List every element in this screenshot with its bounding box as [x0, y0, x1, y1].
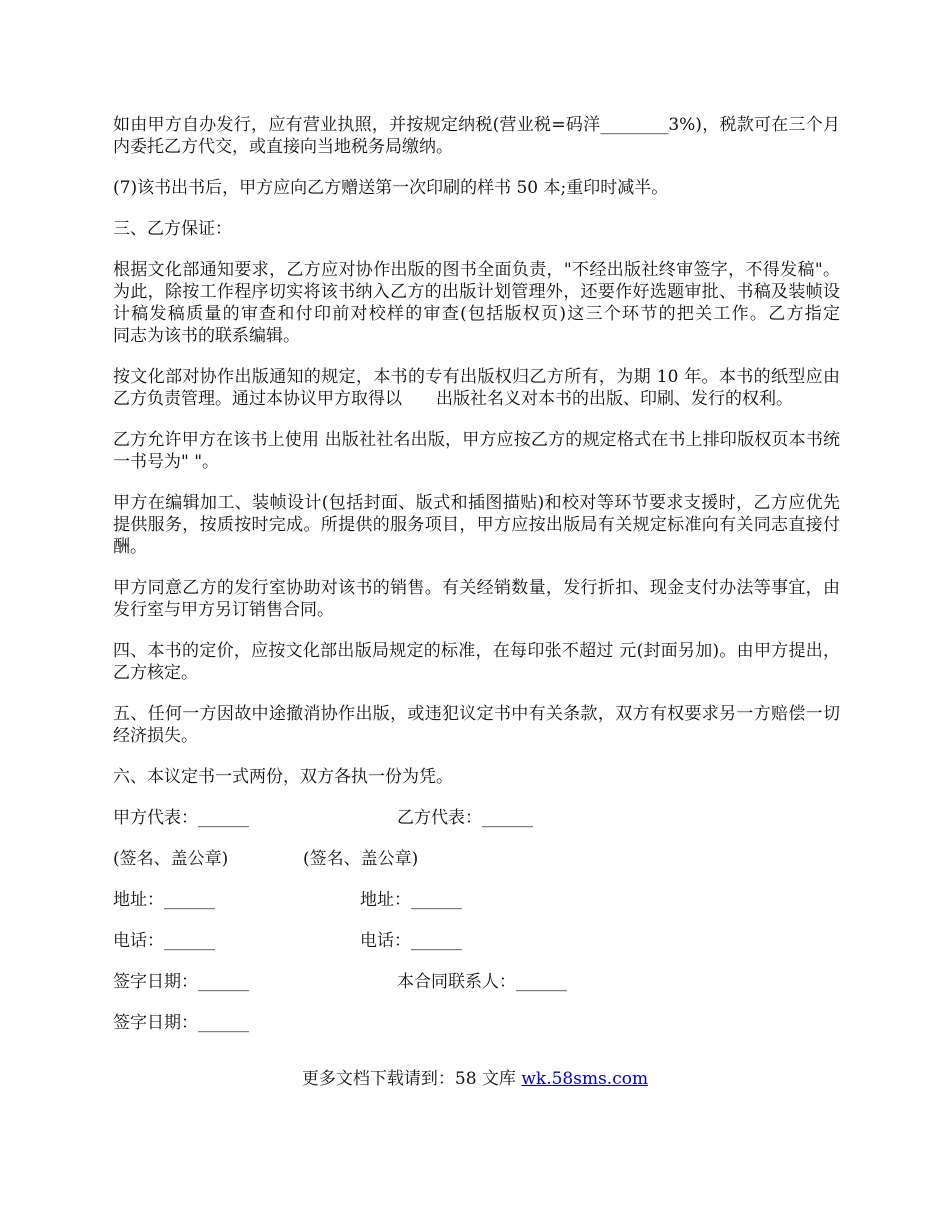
- footer-text: 更多文档下载请到：58 文库: [301, 1069, 522, 1089]
- signature-row-phone: [113, 930, 840, 952]
- signature-row-address: [113, 889, 840, 911]
- party-b-representative: 乙方代表：______: [397, 808, 533, 828]
- paragraph-cancellation: 五、任何一方因故中途撤消协作出版，或违犯议定书中有关条款，双方有权要求另一方赔偿一切经济损失。: [113, 704, 840, 746]
- party-a-address: 地址：______: [113, 890, 215, 910]
- paragraph-services: 甲方在编辑加工、装帧设计(包括封面、版式和插图描贴)和校对等环节要求支援时，乙方应优先提供服务，按质按时完成。所提供的服务项目，甲方应按出版局有关规定标准向有关同志直接付酬。: [113, 493, 840, 557]
- signature-row-representatives: [113, 807, 840, 829]
- contract-contact-person: 本合同联系人：______: [397, 972, 567, 992]
- paragraph-copies: 六、本议定书一式两份，双方各执一份为凭。: [113, 767, 453, 787]
- paragraph-publisher-name: 乙方允许甲方在该书上使用 出版社社名出版，甲方应按乙方的规定格式在书上排印版权页本书统一书号为" "。: [113, 430, 840, 472]
- signature-row-date: [113, 1012, 840, 1034]
- party-b-seal: (签名、盖公章): [303, 849, 419, 869]
- party-b-phone: 电话：______: [360, 931, 462, 951]
- party-a-sign-date: 签字日期：______: [113, 972, 249, 992]
- party-a-representative: 甲方代表：______: [113, 808, 249, 828]
- paragraph-pricing: 四、本书的定价，应按文化部出版局规定的标准，在每印张不超过 元(封面另加)。由甲方提出，乙方核定。: [113, 641, 840, 683]
- paragraph-sample-books: (7)该书出书后，甲方应向乙方赠送第一次印刷的样书 50 本;重印时减半。: [113, 178, 669, 198]
- paragraph-tax: 如由甲方自办发行，应有营业执照，并按规定纳税(营业税=码洋________3%)，税款可在三个月内委托乙方代交，或直接向当地税务局缴纳。: [113, 115, 840, 157]
- party-b-sign-date: 签字日期：______: [113, 1013, 249, 1033]
- paragraph-guarantee: 根据文化部通知要求，乙方应对协作出版的图书全面负责，"不经出版社终审签字，不得发稿"。为此，除按工作程序切实将该书纳入乙方的出版计划管理外，还要作好选题审批、书稿及装帧设计稿发稿质量的审查和付印前对校样的审查(包括版权页)这三个环节的把关工作。乙方指定 同志为该书的联系编辑。: [113, 260, 874, 346]
- signature-row-date-contact: [113, 971, 840, 993]
- section-heading-party-b: 三、乙方保证：: [113, 219, 232, 239]
- document-body: [113, 114, 874, 1053]
- paragraph-sales: 甲方同意乙方的发行室协助对该书的销售。有关经销数量，发行折扣、现金支付办法等事宜，由发行室与甲方另订销售合同。: [113, 578, 840, 620]
- paragraph-copyright: 按文化部对协作出版通知的规定，本书的专有出版权归乙方所有，为期 10 年。本书的纸型应由乙方负责管理。通过本协议甲方取得以 出版社名义对本书的出版、印刷、发行的权利。: [113, 367, 840, 409]
- party-a-phone: 电话：______: [113, 931, 215, 951]
- footer-link[interactable]: wk.58sms.com: [521, 1069, 649, 1089]
- party-b-address: 地址：______: [360, 890, 462, 910]
- party-a-seal: (签名、盖公章): [113, 849, 229, 869]
- signature-row-seals: [113, 848, 840, 870]
- footer: [0, 1068, 950, 1090]
